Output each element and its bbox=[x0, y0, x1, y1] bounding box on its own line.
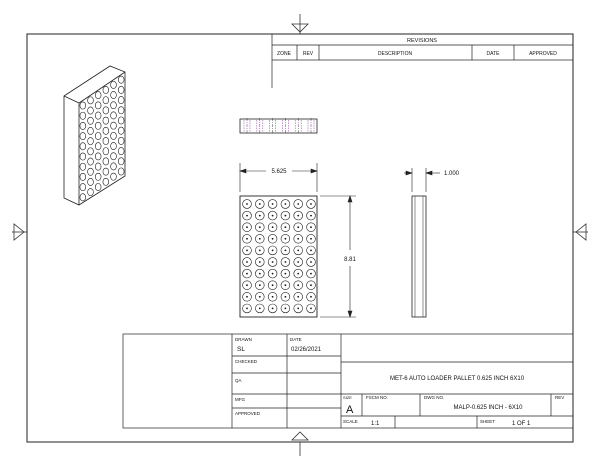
front-hole-center bbox=[246, 250, 248, 252]
centering-mark-bottom bbox=[292, 432, 308, 456]
front-hole-center bbox=[310, 261, 312, 263]
front-hole-center bbox=[297, 284, 299, 286]
front-hole-center bbox=[297, 261, 299, 263]
iso-hole bbox=[80, 184, 86, 191]
front-view-plate bbox=[240, 196, 317, 317]
iso-hole bbox=[118, 168, 124, 175]
iso-hole bbox=[95, 173, 101, 180]
iso-hole bbox=[88, 97, 94, 104]
mfg-label: MFG bbox=[235, 397, 245, 402]
side-view bbox=[412, 196, 426, 317]
front-hole-center bbox=[297, 273, 299, 275]
iso-hole bbox=[111, 81, 117, 88]
iso-hole bbox=[118, 127, 124, 134]
front-hole-center bbox=[310, 238, 312, 240]
iso-hole bbox=[111, 173, 117, 180]
iso-hole bbox=[88, 168, 94, 175]
front-hole-center bbox=[246, 284, 248, 286]
centering-mark-top bbox=[292, 14, 308, 34]
width-dimension bbox=[240, 163, 317, 192]
front-hole-center bbox=[272, 284, 274, 286]
front-hole-center bbox=[246, 238, 248, 240]
isometric-view bbox=[64, 66, 125, 205]
scale-value: 1:1 bbox=[371, 421, 380, 427]
front-hole-center bbox=[310, 203, 312, 205]
iso-hole bbox=[95, 153, 101, 160]
front-hole-center bbox=[246, 203, 248, 205]
front-hole-center bbox=[297, 296, 299, 298]
iso-hole bbox=[95, 132, 101, 139]
approved-label: APPROVED bbox=[235, 411, 261, 416]
revisions-col-description: DESCRIPTION bbox=[377, 51, 413, 57]
dwg-no-label: DWG NO. bbox=[424, 395, 445, 400]
front-hole-center bbox=[259, 273, 261, 275]
iso-hole bbox=[88, 117, 94, 124]
iso-hole bbox=[80, 173, 86, 180]
front-hole-center bbox=[285, 261, 287, 263]
front-hole-center bbox=[285, 226, 287, 228]
front-hole-center bbox=[246, 261, 248, 263]
iso-hole bbox=[80, 133, 86, 140]
iso-hole bbox=[80, 102, 86, 109]
iso-hole bbox=[88, 138, 94, 145]
front-hole-center bbox=[272, 308, 274, 310]
iso-hole bbox=[95, 122, 101, 129]
size-label: SIZE bbox=[343, 395, 352, 400]
scale-label: SCALE bbox=[343, 419, 358, 424]
iso-hole bbox=[103, 117, 109, 124]
iso-hole bbox=[95, 183, 101, 190]
iso-hole bbox=[80, 112, 86, 119]
front-hole-center bbox=[272, 226, 274, 228]
height-dimension-value: 8.81 bbox=[344, 257, 356, 263]
iso-hole bbox=[103, 107, 109, 114]
iso-hole bbox=[118, 86, 124, 93]
iso-hole bbox=[103, 86, 109, 93]
iso-hole bbox=[95, 112, 101, 119]
dwg-no-value: MALP-0.625 INCH - 6X10 bbox=[453, 405, 523, 411]
front-hole-center bbox=[246, 273, 248, 275]
front-hole-center bbox=[259, 226, 261, 228]
front-hole-center bbox=[246, 226, 248, 228]
front-hole-center bbox=[310, 296, 312, 298]
iso-hole bbox=[103, 127, 109, 134]
iso-hole bbox=[88, 127, 94, 134]
front-hole-center bbox=[310, 284, 312, 286]
centering-mark-right bbox=[573, 224, 588, 240]
rev-label: REV bbox=[555, 395, 565, 400]
drawn-value: SL bbox=[237, 346, 245, 353]
front-hole-center bbox=[272, 273, 274, 275]
iso-hole bbox=[111, 91, 117, 98]
front-hole-center bbox=[285, 238, 287, 240]
front-hole-center bbox=[285, 203, 287, 205]
front-hole-center bbox=[285, 296, 287, 298]
iso-hole bbox=[111, 112, 117, 119]
front-hole-center bbox=[285, 308, 287, 310]
revisions-col-zone: ZONE bbox=[277, 51, 291, 57]
front-hole-center bbox=[297, 238, 299, 240]
iso-hole bbox=[80, 153, 86, 160]
thickness-dimension bbox=[404, 168, 440, 192]
front-hole-center bbox=[272, 296, 274, 298]
iso-hole bbox=[111, 142, 117, 149]
date-value: 02/26/2021 bbox=[291, 347, 322, 353]
front-hole-center bbox=[259, 203, 261, 205]
front-hole-center bbox=[297, 308, 299, 310]
front-hole-center bbox=[272, 203, 274, 205]
thickness-dimension-value: 1.000 bbox=[444, 171, 460, 177]
iso-hole bbox=[103, 168, 109, 175]
front-hole-center bbox=[285, 284, 287, 286]
front-hole-center bbox=[272, 261, 274, 263]
iso-hole bbox=[111, 132, 117, 139]
revisions-col-rev: REV bbox=[302, 51, 314, 57]
iso-hole bbox=[118, 158, 124, 165]
front-hole-center bbox=[297, 203, 299, 205]
iso-hole bbox=[118, 117, 124, 124]
iso-hole bbox=[103, 158, 109, 165]
iso-hole bbox=[103, 97, 109, 104]
drawn-label: DRAWN bbox=[235, 337, 252, 342]
iso-hole bbox=[88, 189, 94, 196]
iso-hole bbox=[118, 147, 124, 154]
qa-label: QA bbox=[235, 378, 242, 383]
iso-hole bbox=[95, 92, 101, 99]
sheet-value: 1 OF 1 bbox=[512, 421, 531, 427]
front-hole-center bbox=[246, 296, 248, 298]
front-hole-center bbox=[259, 261, 261, 263]
iso-hole bbox=[95, 143, 101, 150]
iso-hole bbox=[80, 143, 86, 150]
revisions-col-date: DATE bbox=[486, 51, 500, 57]
iso-hole bbox=[111, 163, 117, 170]
front-hole-center bbox=[259, 215, 261, 217]
iso-hole bbox=[103, 137, 109, 144]
fscm-label: FSCM NO. bbox=[366, 395, 388, 400]
drawing-title: MET-6 AUTO LOADER PALLET 0.625 INCH 6X10 bbox=[389, 376, 525, 382]
front-hole-center bbox=[310, 273, 312, 275]
iso-hole bbox=[95, 102, 101, 109]
front-hole-center bbox=[310, 308, 312, 310]
centering-mark-left bbox=[12, 224, 27, 240]
front-hole-center bbox=[297, 250, 299, 252]
front-hole-center bbox=[310, 215, 312, 217]
front-hole-center bbox=[310, 226, 312, 228]
iso-hole bbox=[80, 122, 86, 129]
iso-hole bbox=[88, 178, 94, 185]
front-hole-center bbox=[272, 238, 274, 240]
front-hole-center bbox=[246, 215, 248, 217]
front-hole-center bbox=[285, 273, 287, 275]
revisions-title: REVISIONS bbox=[407, 38, 437, 44]
front-hole-center bbox=[297, 215, 299, 217]
iso-hole bbox=[118, 137, 124, 144]
front-hole-center bbox=[259, 308, 261, 310]
iso-hole bbox=[95, 163, 101, 170]
iso-hole bbox=[103, 178, 109, 185]
date-label: DATE bbox=[290, 337, 302, 342]
iso-hole bbox=[103, 148, 109, 155]
iso-hole bbox=[80, 163, 86, 170]
iso-hole bbox=[118, 76, 124, 83]
iso-hole bbox=[88, 107, 94, 114]
iso-hole bbox=[111, 122, 117, 129]
width-dimension-value: 5.625 bbox=[271, 169, 287, 175]
front-hole-center bbox=[310, 250, 312, 252]
front-hole-center bbox=[259, 238, 261, 240]
front-hole-center bbox=[259, 296, 261, 298]
size-value: A bbox=[346, 404, 354, 416]
front-hole-center bbox=[285, 215, 287, 217]
top-edge-view bbox=[240, 118, 317, 134]
front-hole-center bbox=[272, 250, 274, 252]
front-hole-center bbox=[259, 250, 261, 252]
checked-label: CHECKED bbox=[235, 359, 258, 364]
sheet-label: SHEET bbox=[480, 419, 496, 424]
front-hole-center bbox=[246, 308, 248, 310]
front-hole-center bbox=[297, 226, 299, 228]
revisions-col-approved: APPROVED bbox=[529, 51, 557, 57]
iso-hole bbox=[80, 194, 86, 201]
iso-hole bbox=[88, 158, 94, 165]
iso-hole bbox=[118, 107, 124, 114]
iso-hole bbox=[111, 102, 117, 109]
front-hole-center bbox=[272, 215, 274, 217]
iso-hole bbox=[88, 148, 94, 155]
iso-hole bbox=[118, 96, 124, 103]
front-hole-center bbox=[259, 284, 261, 286]
front-hole-center bbox=[285, 250, 287, 252]
iso-hole bbox=[111, 153, 117, 160]
